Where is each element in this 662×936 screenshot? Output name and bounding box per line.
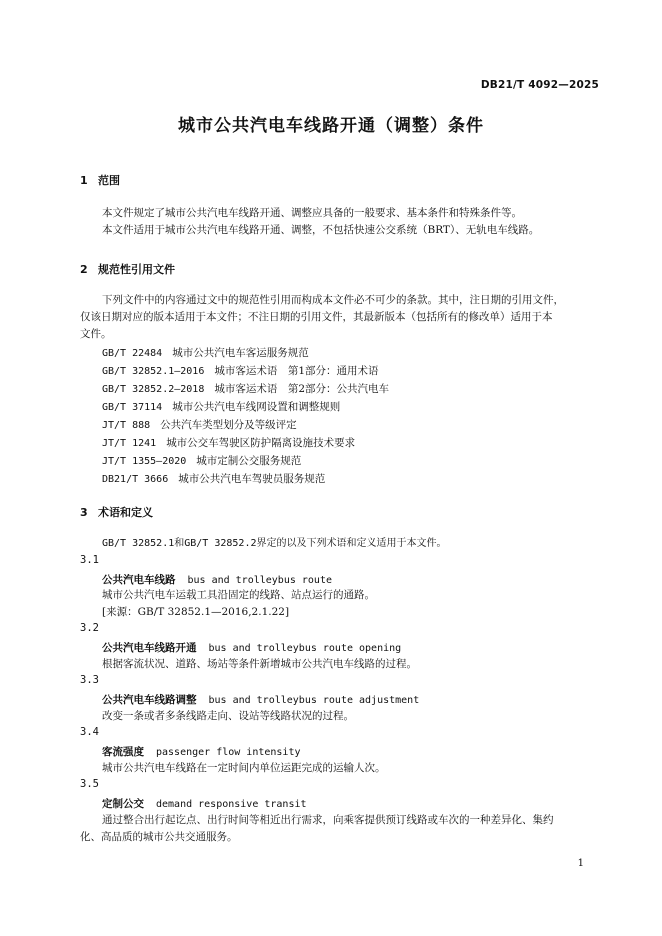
term-en: bus and trolleybus route <box>187 575 332 586</box>
section-title: 术语和定义 <box>98 506 153 519</box>
reference-name: 城市公共汽电车客运服务规范 <box>172 347 309 359</box>
reference-code: GB/T 32852.1—2016 <box>102 366 205 377</box>
section-1-paragraph: 本文件适用于城市公共汽电车线路开通、调整，不包括快速公交系统（BRT）、无轨电车线路。 <box>102 224 540 236</box>
reference-item <box>102 435 355 452</box>
term-number: 3.1 <box>80 554 99 566</box>
term-heading <box>102 572 332 587</box>
reference-item <box>102 381 389 398</box>
term-zh: 公共汽电车线路调整 <box>102 694 197 706</box>
reference-item <box>102 471 325 488</box>
section-number: 3 <box>80 506 88 519</box>
reference-item <box>102 363 379 380</box>
term-zh: 公共汽电车线路 <box>102 574 176 586</box>
term-definition: 根据客流状况、道路、场站等条件新增城市公共汽电车线路的过程。 <box>102 658 417 670</box>
reference-code: GB/T 32852.2—2018 <box>102 384 205 395</box>
section-title: 规范性引用文件 <box>98 263 175 276</box>
reference-name: 城市公共汽电车线网设置和调整规则 <box>172 401 341 413</box>
term-number: 3.5 <box>80 778 99 790</box>
term-number: 3.3 <box>80 674 99 686</box>
reference-code: DB21/T 3666 <box>102 474 169 485</box>
reference-name: 城市公共汽电车驾驶员服务规范 <box>178 473 326 485</box>
page-number: 1 <box>577 858 584 869</box>
reference-item <box>102 345 309 362</box>
reference-code: JT/T 888 <box>102 420 151 431</box>
reference-item <box>102 453 301 470</box>
term-number: 3.4 <box>80 726 99 738</box>
term-definition: 城市公共汽电车线路在一定时间内单位运距完成的运输人次。 <box>102 762 386 774</box>
term-heading <box>102 640 401 655</box>
reference-code: GB/T 37114 <box>102 402 163 413</box>
section-3-intro: GB/T 32852.1和GB/T 32852.2界定的以及下列术语和定义适用于本文件。 <box>102 538 447 549</box>
term-number: 3.2 <box>80 622 99 634</box>
reference-code: GB/T 22484 <box>102 348 163 359</box>
term-en: passenger flow intensity <box>156 747 301 758</box>
section-2-heading <box>80 261 175 277</box>
term-definition: 改变一条或者多条线路走向、设站等线路状况的过程。 <box>102 710 354 722</box>
section-1-paragraph: 本文件规定了城市公共汽电车线路开通、调整应具备的一般要求、基本条件和特殊条件等。 <box>102 207 522 219</box>
section-number: 2 <box>80 263 88 276</box>
section-2-intro-line: 下列文件中的内容通过文中的规范性引用而构成本文件必不可少的条款。其中，注日期的引用文件， <box>102 294 564 306</box>
reference-name: 城市公交车驾驶区防护隔离设施技术要求 <box>166 437 356 449</box>
reference-name: 城市客运术语 第2部分：公共汽电车 <box>214 383 390 395</box>
term-en: bus and trolleybus route opening <box>208 643 402 654</box>
term-zh: 定制公交 <box>102 798 144 810</box>
term-zh: 公共汽电车线路开通 <box>102 642 197 654</box>
reference-code: JT/T 1355—2020 <box>102 456 187 467</box>
term-zh: 客流强度 <box>102 746 144 758</box>
section-3-heading <box>80 504 153 520</box>
section-1-heading <box>80 172 120 188</box>
reference-name: 城市客运术语 第1部分：通用术语 <box>214 365 379 377</box>
term-source: [来源：GB/T 32852.1—2016,2.1.22] <box>102 606 290 618</box>
reference-item <box>102 399 340 416</box>
term-heading <box>102 692 419 707</box>
section-number: 1 <box>80 174 88 187</box>
reference-code: JT/T 1241 <box>102 438 157 449</box>
section-2-intro-line: 文件。 <box>80 328 112 340</box>
term-heading <box>102 796 307 811</box>
term-definition-line: 通过整合出行起讫点、出行时间等相近出行需求，向乘客提供预订线路或车次的一种差异化、集约 <box>102 814 554 826</box>
reference-item <box>102 417 297 434</box>
section-2-intro-line: 仅该日期对应的版本适用于本文件；不注日期的引用文件，其最新版本（包括所有的修改单）适用于本 <box>80 311 553 323</box>
term-en: demand responsive transit <box>156 799 307 810</box>
term-en: bus and trolleybus route adjustment <box>208 695 420 706</box>
document-number: DB21/T 4092—2025 <box>480 79 599 91</box>
term-heading <box>102 744 301 759</box>
section-title: 范围 <box>98 174 120 187</box>
document-title: 城市公共汽电车线路开通（调整）条件 <box>178 116 484 136</box>
reference-name: 公共汽车类型划分及等级评定 <box>160 419 297 431</box>
term-definition: 城市公共汽电车运载工具沿固定的线路、站点运行的通路。 <box>102 589 375 601</box>
term-definition-line: 化、高品质的城市公共交通服务。 <box>80 831 238 843</box>
reference-name: 城市定制公交服务规范 <box>196 455 302 467</box>
